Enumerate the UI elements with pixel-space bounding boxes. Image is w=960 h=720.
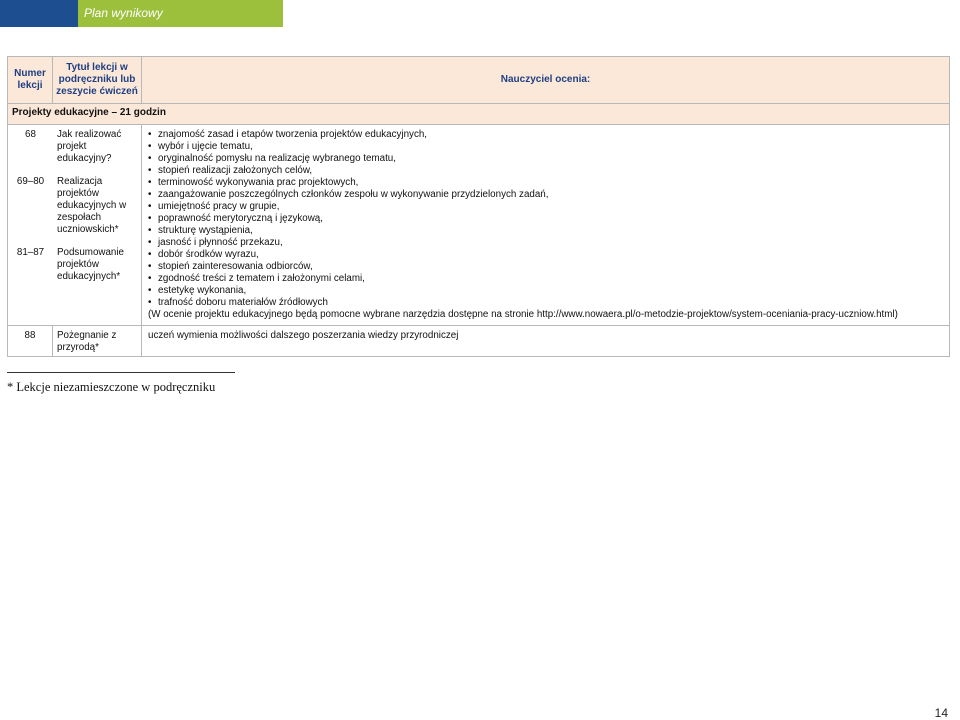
tools-note: (W ocenie projektu edukacyjnego będą pomocne wybrane narzędzia dostępne na stronie http://www.nowaera.pl/o-metodzie-projektow/system-oceniania-pracy-uczniow.html) (148, 309, 898, 320)
criteria-item: • estetykę wykonania, (148, 285, 945, 297)
lessons-cell (8, 125, 142, 326)
lesson-plan-table (7, 56, 950, 357)
criteria-item: • dobór środków wyrazu, (148, 249, 945, 261)
criteria-item: • zaangażowanie poszczególnych członków zespołu w wykonywanie przydzielonych zadań, (148, 189, 945, 201)
column-header-title: Tytuł lekcji w podręczniku lub zeszycie ćwiczeń (53, 57, 142, 104)
lesson-number: 69–80 (16, 176, 45, 187)
criteria-item: • oryginalność pomysłu na realizację wybranego tematu, (148, 153, 945, 165)
lesson-title: Pożegnanie z przyrodą* (53, 326, 142, 357)
criteria-list (148, 129, 945, 309)
lesson-entry (8, 129, 137, 165)
criteria-item: • zgodność treści z tematem i założonymi celami, (148, 273, 945, 285)
criteria-item: • znajomość zasad i etapów tworzenia projektów edukacyjnych, (148, 129, 945, 141)
criteria-item: • stopień realizacji założonych celów, (148, 165, 945, 177)
lesson-title: Realizacja projektów edukacyjnych w zespołach uczniowskich* (57, 176, 127, 235)
criteria-item: • jasność i płynność przekazu, (148, 237, 945, 249)
footnote: * Lekcje niezamieszczone w podręczniku (7, 380, 216, 394)
criteria-item: • terminowość wykonywania prac projektowych, (148, 177, 945, 189)
requirement-text: uczeń wymienia możliwości dalszego poszerzania wiedzy przyrodniczej (142, 326, 950, 357)
requirements-cell (142, 125, 950, 326)
lesson-title: Podsumowanie projektów edukacyjnych* (57, 247, 124, 282)
lesson-number: 81–87 (16, 247, 45, 258)
criteria-item: • stopień zainteresowania odbiorców, (148, 261, 945, 273)
section-title: Plan wynikowy (78, 0, 283, 27)
lesson-title: Jak realizować projekt edukacyjny? (57, 129, 122, 164)
column-header-requirements: Nauczyciel ocenia: (142, 57, 950, 104)
column-header-number: Numer lekcji (8, 57, 53, 104)
section-row (8, 104, 950, 125)
criteria-item: • wybór i ujęcie tematu, (148, 141, 945, 153)
lesson-entry (8, 247, 137, 283)
header-blue-block (0, 0, 78, 27)
criteria-item: • trafność doboru materiałów źródłowych (148, 297, 945, 309)
table-header-row (8, 57, 950, 104)
criteria-item: • poprawność merytoryczną i językową, (148, 213, 945, 225)
lesson-entry (8, 176, 137, 236)
table-row (8, 125, 950, 326)
table-row (8, 326, 950, 357)
criteria-item: • umiejętność pracy w grupie, (148, 201, 945, 213)
lesson-number: 68 (25, 129, 36, 140)
page-number: 14 (934, 706, 948, 720)
criteria-item: • strukturę wystąpienia, (148, 225, 945, 237)
footnote-divider (7, 372, 235, 373)
lesson-number: 88 (8, 326, 53, 357)
section-label: Projekty edukacyjne – 21 godzin (8, 104, 950, 125)
